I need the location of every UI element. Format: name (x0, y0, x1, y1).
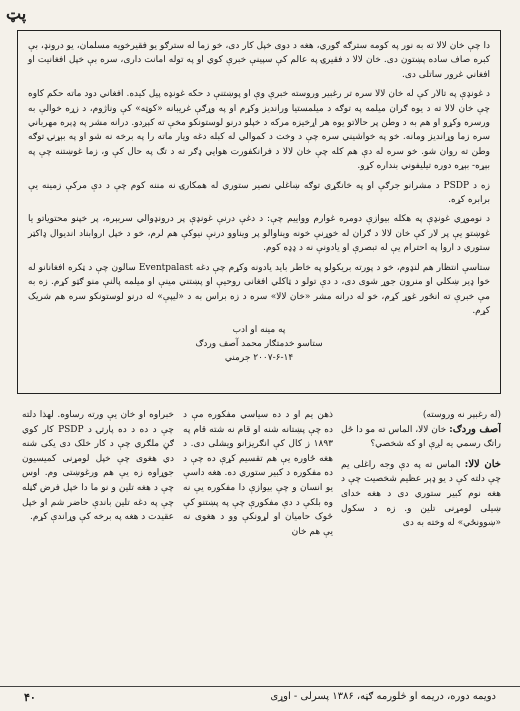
interview-answer (341, 458, 501, 531)
letter-paragraph: ستاسې انتظار هم لنډوم، خو د پورته بریکولو په خاطر باید یادونه وکړم چې دغه Eventpalast سالون چې د ټکره افغانانو له خوا ډیر ښکلي او منرون جوړ شوی دی، د دې تولو د ټاکلي افغانی روحیې او پښتني مینې او میلمه پالنې منو ګټو کړم. زه به مې خبرې ته انځور غوړ کړم، خو له درانه مشر «خان لالا» سره د زه براس به د «لیپې» له درنو لوستونکو سره هم شریک کړم. (28, 262, 490, 316)
interview-text: خبراوه او خان یې ورته رساوه. لهذا دلته چې د ده د ده پارتۍ د PSDP کار کوي ګڼ ملګري چې د کار خلک دی یکی شنه دي هغوی چې خپل لومړنی کمیسیون جوړاوه زه یې هم ورغوښتی وم. اوس چې د هغه تلین و نو ما دا خپل فرض ګڼله چې په دغه تلین باندې حاضر شم او خپل عقیدت د هغه په برخه کې وړاندې کړم. (22, 410, 174, 523)
page-number: ۴۰ (24, 691, 36, 704)
speaker-label: خان لالا: (464, 458, 501, 470)
interview-column-left (22, 408, 174, 676)
interview-question (341, 423, 501, 452)
speaker-text: الماس ته په دې وجه راغلی یم چې دلته کې د یو ډېر عظیم شخصیت چې د هغه نوم کبیر ستوري دی د هغه خدای ښیلی لومړنی تلین و. زه د سکول «ښوونځي» له وخته به دی (341, 459, 501, 529)
page-footer (0, 686, 520, 709)
letter-box (17, 30, 501, 394)
sign-off-date: ۲۰۰۷-۶-۱۴ جرمني (224, 353, 294, 364)
interview-column-right (341, 408, 501, 676)
letter-paragraph: د غونډې په تالار کې له خان لالا سره تر رغبیر وروسته خبرې وې او پوښتنې د حکه غونډه پیل کیده. افغاني دود ماته حکم کاوه چې خان لالا ته د یوه ګران میلمه په توګه د میلمستیا ورانديز وکړم او په وړګې غریبانه «کوټه» کې وناژوم، د زړه خوالې به ورسره وکړو او هم به د وطن پر حالاتو یوه هر اړخیزه مرکه د خپلو درنو لوستونکو مخې ته کېږدو. درانه مشر په ډېره مهرباني سره زما وړاندیز ومانه. خو په خواشیني سره چې د وخت د کموالي له کبله دغه ویار ماته را په برخه نه شو او په بېړنۍ توګه وطن ته روان شو. خو سره له دې هم کله چې خان لالا د فرانکفورت هوايي ډګر ته د تګ په حال کې و، زما غوښتنه چې په بېړه- بېړه دوره تیلیفوني بنداره کړو. (28, 89, 490, 172)
issue-info: دویمه دوره، دریمه او څلورمه ګڼه، ۱۳۸۶ پسرلی - اوړی (270, 691, 496, 702)
interview-column-middle (183, 408, 333, 676)
page-corner-mark: پټ (6, 4, 27, 23)
letter-paragraph: زه د PSDP د مشرانو جرګې او په خانګړي توګه ښاغلي نصیر ستوري له همکارۍ نه مننه کوم چې د دې مرکې زمینه یې برابره کړه. (28, 180, 490, 206)
speaker-text: خان لالا، الماس ته مو دا ځل راتګ رسمي یه لږې او که شخصي؟ (341, 424, 501, 450)
interview-intro: (له رغبېر نه وروسته) (422, 410, 501, 420)
sign-off-greeting: په مینه او ادب (232, 325, 286, 336)
interview-text: ذهن یم او د ده سیاسي مفکوره مې د ده چې پښتانه شنه او قام نه شته قام په ۱۸۹۳ ز کال کې انګریزانو ويشلی دی. د هغه ځاوره یې هم تقسیم کړې ده چې د ده مفکوره د کبیر ستوري ده. هغه داسې یو انسان و چې بیوازې دا مفکوره یې نه وه بلکې د دې مفکورې چې په پښتنو کې څوک حامیان او لړونکې وو د هغوی نه یې هم خان (183, 410, 333, 537)
speaker-label: آصف وردګ: (449, 423, 501, 435)
sign-off-author: ستاسو خدمتګار محمد آصف وردګ (195, 339, 323, 350)
letter-paragraph: د نوموړي غونډې په هکله بیوازې دومره غوارم وواییم چې: د دغې درنې غونډې پر درونډوالي سربېره، پر خپنو محتویاتو یا غوښتو یې پر لار کې خان لالا د ګران له خوړنې خونه ویناوالو پر ویناوو درنې نیوکې هم لرم، خو د خپل اروابناد اندیوال ډاکټر ستوري د اروا په احترام یې له تبصرې او یادونې نه د ډډه کوم. (28, 214, 490, 254)
letter-paragraph: دا چې خان لالا ته به نور په کومه سترګه ګوري، هغه د دوی خپل کار دی، خو زما له سترګو یو فقیرخویه مسلمان، یو درونډ، بې کبره صاف ساده پښتون دی. خان لالا د فقیرۍ په عالم کې سپینې خبرې کوي او په توله امانت داری، سره بې خپل افغانیت او افغاني غرور ساتلی دی. (28, 41, 490, 80)
letter-signature (28, 323, 490, 365)
